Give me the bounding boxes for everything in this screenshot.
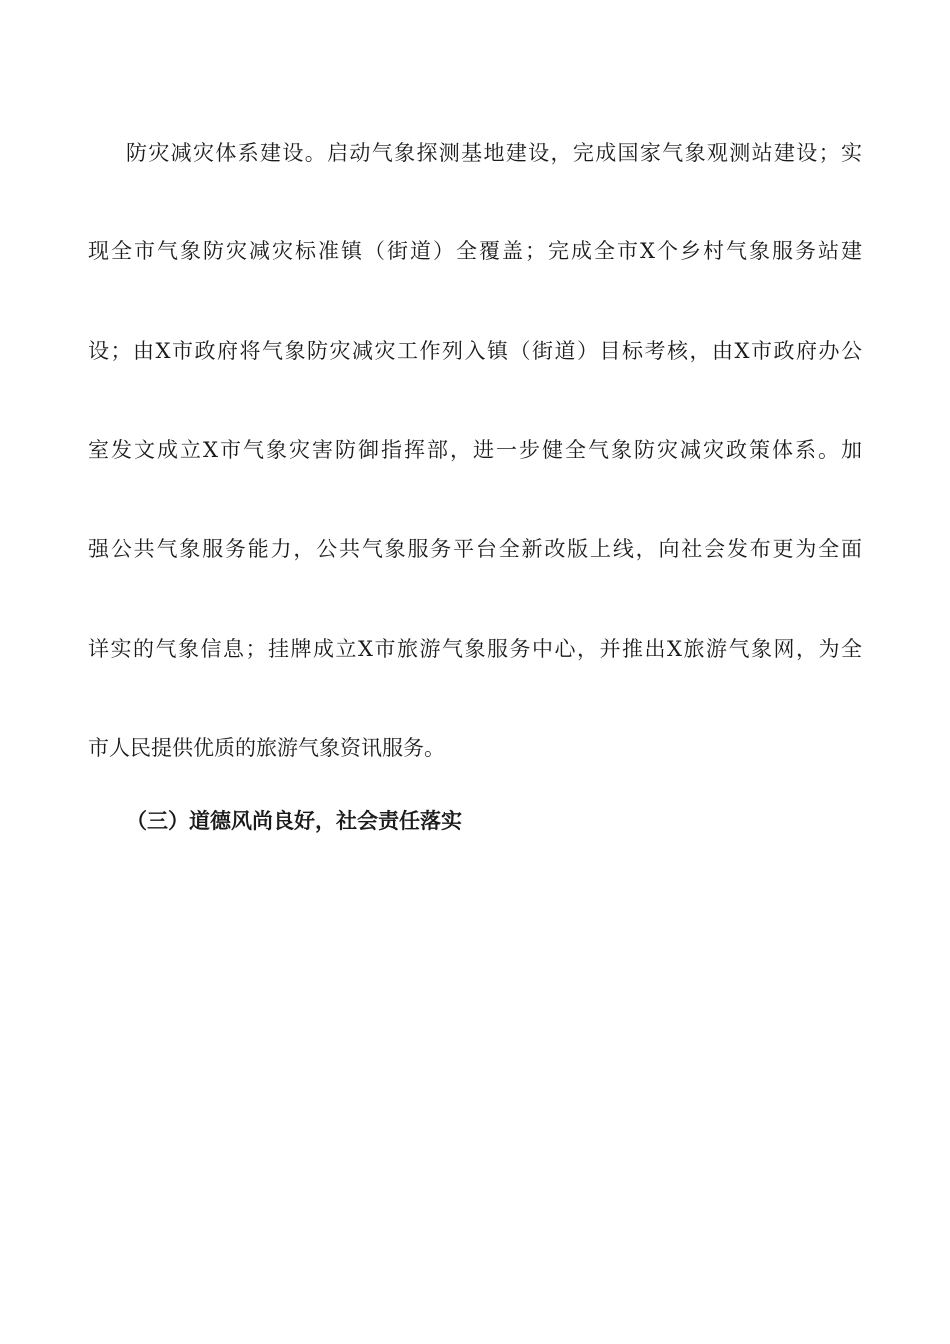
paragraph-line-4: 室发文成立X市气象灾害防御指挥部，进一步健全气象防灾减灾政策体系。加 — [88, 438, 862, 462]
paragraph-line-6: 详实的气象信息；挂牌成立X市旅游气象服务中心，并推出X旅游气象网，为全 — [88, 637, 862, 661]
section-heading: （三）道德风尚良好，社会责任落实 — [126, 809, 462, 833]
paragraph-line-3: 设；由X市政府将气象防灾减灾工作列入镇（街道）目标考核，由X市政府办公 — [88, 339, 862, 363]
paragraph-line-5: 强公共气象服务能力，公共气象服务平台全新改版上线，向社会发布更为全面 — [88, 537, 862, 561]
paragraph-line-7: 市人民提供优质的旅游气象资讯服务。 — [88, 736, 445, 760]
paragraph-line-1: 防灾减灾体系建设。启动气象探测基地建设，完成国家气象观测站建设；实 — [126, 141, 862, 165]
paragraph-line-2: 现全市气象防灾减灾标准镇（街道）全覆盖；完成全市X个乡村气象服务站建 — [88, 239, 862, 263]
